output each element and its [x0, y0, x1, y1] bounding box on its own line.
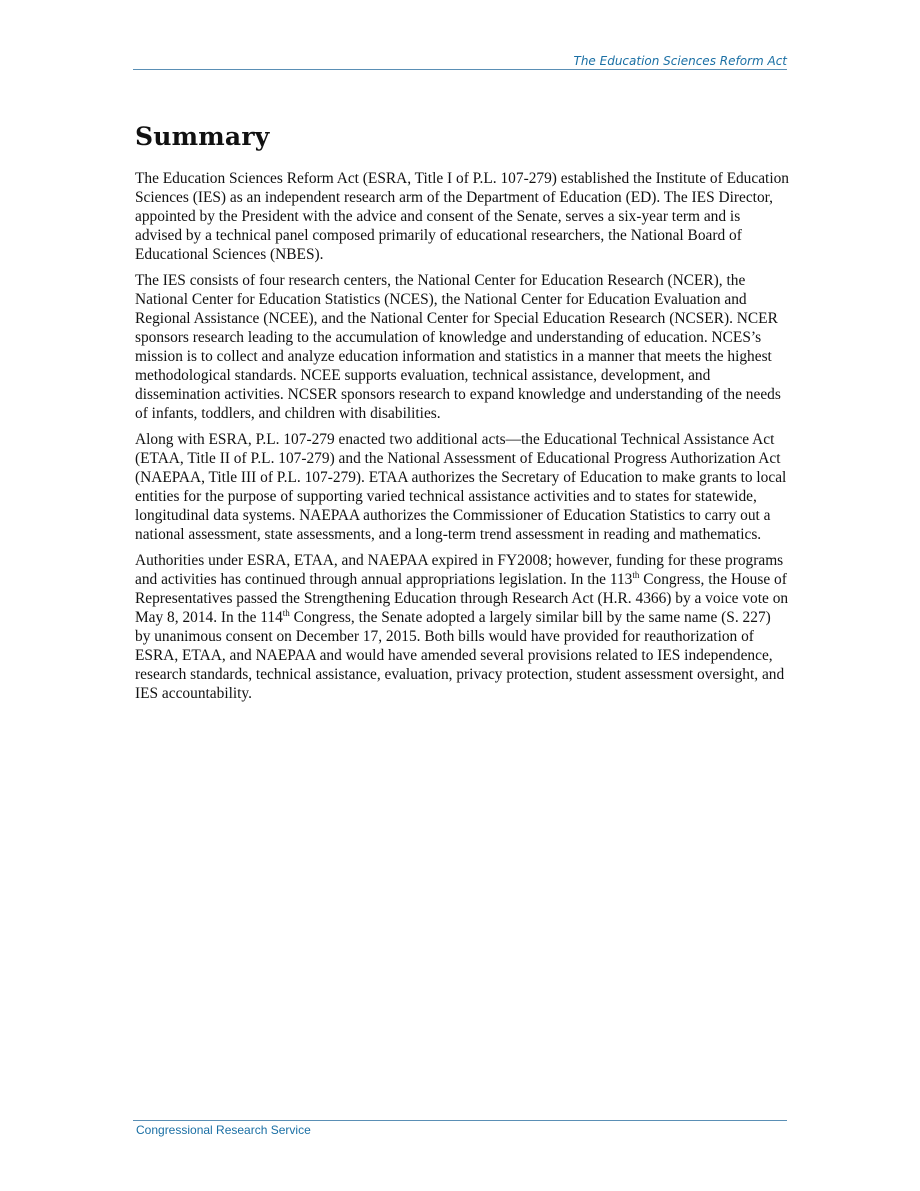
footer-rule [133, 1120, 787, 1121]
paragraph-4-text-a: Authorities under ESRA, ETAA, and NAEPAA expired in FY2008; however, funding for these programs and activities has continued through annual appropriations legislation. In the 113 [135, 552, 784, 588]
summary-paragraph-1: The Education Sciences Reform Act (ESRA, Title I of P.L. 107-279) established the Institute of Education Sciences (IES) as an independent research arm of the Department of Education (ED). The IES Director, appointed by the President with the advice and consent of the Senate, serves a six-year term and is advised by a technical panel composed primarily of educational researchers, the National Board of Educational Sciences (NBES). [135, 170, 789, 263]
summary-paragraph-3: Along with ESRA, P.L. 107-279 enacted two additional acts—the Educational Technical Assistance Act (ETAA, Title II of P.L. 107-279) and the National Assessment of Educational Progress Authorization Act (NAEPAA, Title III of P.L. 107-279). ETAA authorizes the Secretary of Education to make grants to local entities for the purpose of supporting varied technical assistance activities and to states for statewide, longitudinal data systems. NAEPAA authorizes the Commissioner of Education Statistics to carry out a national assessment, state assessments, and a long-term trend assessment in reading and mathematics. [135, 431, 787, 543]
summary-paragraph-2: The IES consists of four research centers, the National Center for Education Research (NCER), the National Center for Education Statistics (NCES), the National Center for Education Evaluation and Regional Assistance (NCEE), and the National Center for Special Education Research (NCSER). NCER sponsors research leading to the accumulation of knowledge and understanding of education. NCES’s mission is to collect and analyze education information and statistics in a manner that meets the highest methodological standards. NCEE supports evaluation, technical assistance, development, and dissemination activities. NCSER sponsors research to expand knowledge and understanding of the needs of infants, toddlers, and children with disabilities. [135, 272, 781, 422]
running-header: The Education Sciences Reform Act [573, 54, 787, 68]
summary-heading: Summary [135, 122, 270, 151]
footer-publisher: Congressional Research Service [136, 1123, 311, 1137]
paragraph-4-text-b: Congress, the House of Representatives passed the Strengthening Education through Research Act (H.R. 4366) by a voice vote on May 8, 2014. In the 114 [135, 571, 789, 626]
ordinal-suffix: th [282, 608, 290, 618]
summary-body [135, 169, 789, 710]
header-rule [133, 69, 787, 70]
paragraph-4-text-c: Congress, the Senate adopted a largely similar bill by the same name (S. 227) by unanimous consent on December 17, 2015. Both bills would have provided for reauthorization of ESRA, ETAA, and NAEPAA and would have amended several provisions related to IES independence, research standards, technical assistance, evaluation, privacy protection, student assessment oversight, and IES accountability. [135, 609, 785, 702]
summary-paragraph-4 [135, 551, 789, 703]
ordinal-suffix: th [632, 570, 640, 580]
